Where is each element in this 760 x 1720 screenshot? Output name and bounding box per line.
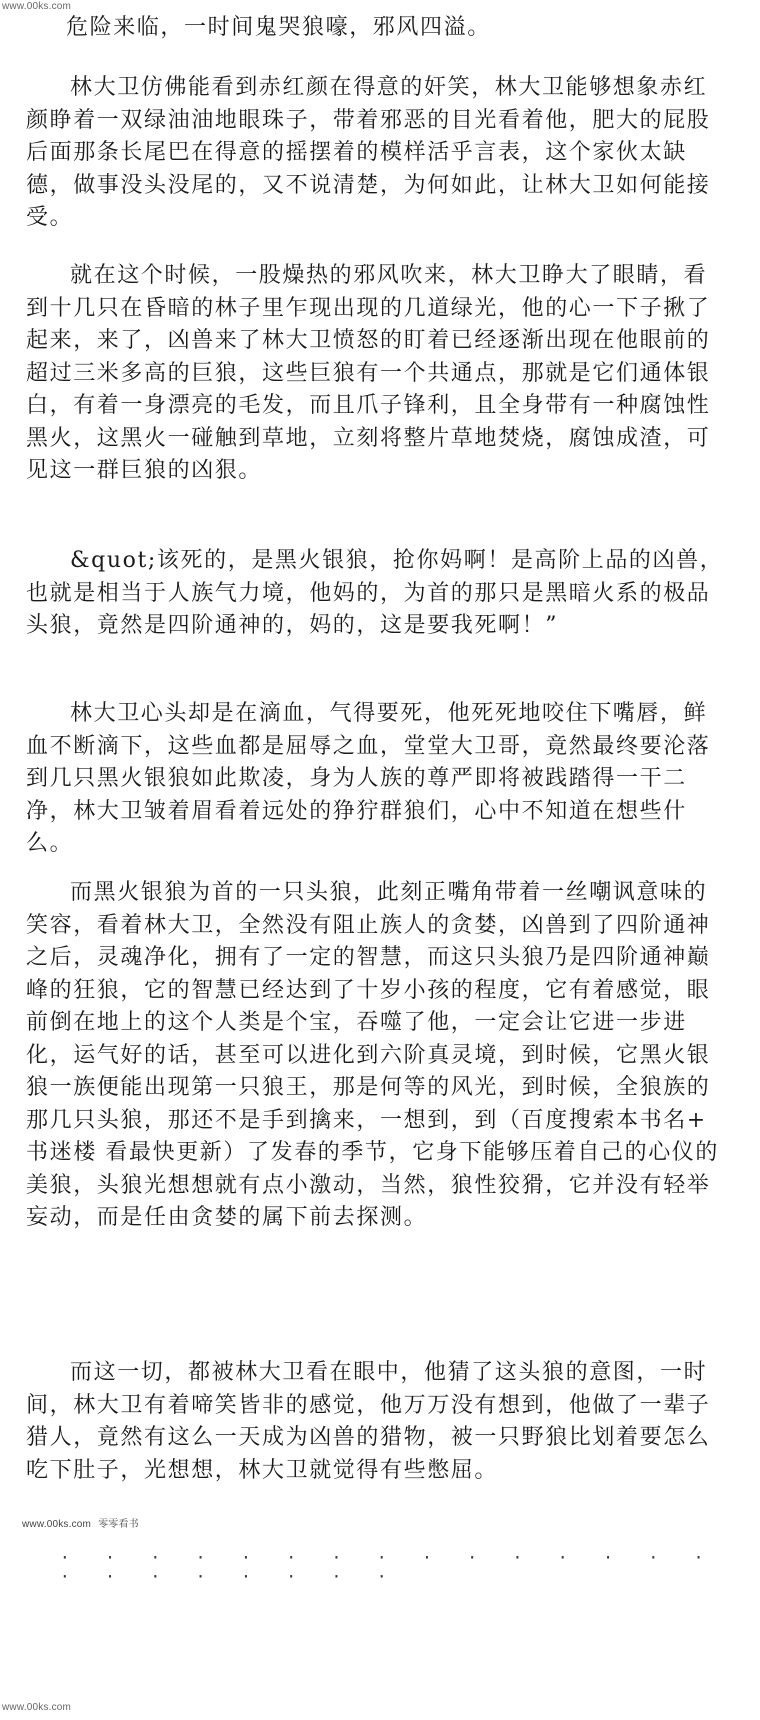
paragraph-4: &quot;该死的，是黑火银狼，抢你妈啊！是高阶上品的凶兽，也就是相当于人族气力境，他妈的，为首的那只是黑暗火系的极品头狼，竟然是四阶通神的，妈的，这是要我死啊！” [26, 548, 724, 638]
paragraph-3: 就在这个时候，一股燥热的邪风吹来，林大卫睁大了眼睛，看到十几只在昏暗的林子里乍现出现的几道绿光，他的心一下子揪了起来，来了，凶兽来了林大卫愤怒的盯着已经逐渐出现在他眼前的超过三米多高的巨狼，这些巨狼有一个共通点，那就是它们通体银白，有着一身漂亮的毛发，而且爪子锋利，且全身带有一种腐蚀性黑火，这黑火一碰触到草地，立刻将整片草地焚烧，腐蚀成渣，可见这一群巨狼的凶狠。 [26, 263, 711, 483]
paragraph-5: 林大卫心头却是在滴血，气得要死，他死死地咬住下嘴唇，鲜血不断滴下，这些血都是屈辱之血，堂堂大卫哥，竟然最终要沦落到几只黑火银狼如此欺凌，身为人族的尊严即将被践踏得一干二净，林大卫皱着眉看着远处的狰狞群狼们，心中不知道在想些什么。 [26, 701, 711, 856]
paragraph-7: 而这一切，都被林大卫看在眼中，他猜了这头狼的意图，一时间，林大卫有着啼笑皆非的感觉，他万万没有想到，他做了一辈子猎人，竟然有这么一天成为凶兽的猎物，被一只野狼比划着要怎么吃下肚子，光想想，林大卫就觉得有些憋屈。 [26, 1360, 711, 1483]
watermark-top: www.00ks.com [2, 1, 72, 12]
paragraph-2: 林大卫仿佛能看到赤红颜在得意的奸笑，林大卫能够想象赤红颜睁着一双绿油油地眼珠子，带着邪恶的目光看着他，肥大的屁股后面那条长尾巴在得意的摇摆着的模样活乎言表，这个家伙太缺德，做事没头没尾的，又不说清楚，为何如此，让林大卫如何能接受。 [26, 75, 711, 230]
source-label: 零零看书 [98, 1519, 139, 1530]
paragraph-6: 而黑火银狼为首的一只头狼，此刻正嘴角带着一丝嘲讽意味的笑容，看着林大卫，全然没有阻止族人的贪婪，凶兽到了四阶通神之后，灵魂净化，拥有了一定的智慧，而这只头狼乃是四阶通神巅峰的狂狼，它的智慧已经达到了十岁小孩的程度，它有着感觉，眼前倒在地上的这个人类是个宝，吞噬了他，一定会让它进一步进化，运气好的话，甚至可以进化到六阶真灵境，到时候，它黑火银狼一族便能出现第一只狼王，那是何等的风光，到时候，全狼族的那几只头狼，那还不是手到擒来，一想到，到（百度搜索本书名+ 书迷楼 看最快更新）了发春的季节，它身下能够压着自己的心仪的美狼，头狼光想想就有点小激动，当然，狼性狡猾，它并没有轻举妄动，而是任由贪婪的属下前去探测。 [26, 880, 719, 1230]
watermark-bottom: www.00ks.com [2, 1702, 72, 1713]
paragraph-1: 危险来临，一时间鬼哭狼嚎，邪风四溢。 [66, 15, 491, 40]
source-link[interactable]: www.00ks.com [22, 1519, 92, 1530]
dotted-separator: · · · · · · · · · · · · · · · · · · · · · · · [60, 1548, 717, 1586]
source-line [22, 1515, 139, 1530]
